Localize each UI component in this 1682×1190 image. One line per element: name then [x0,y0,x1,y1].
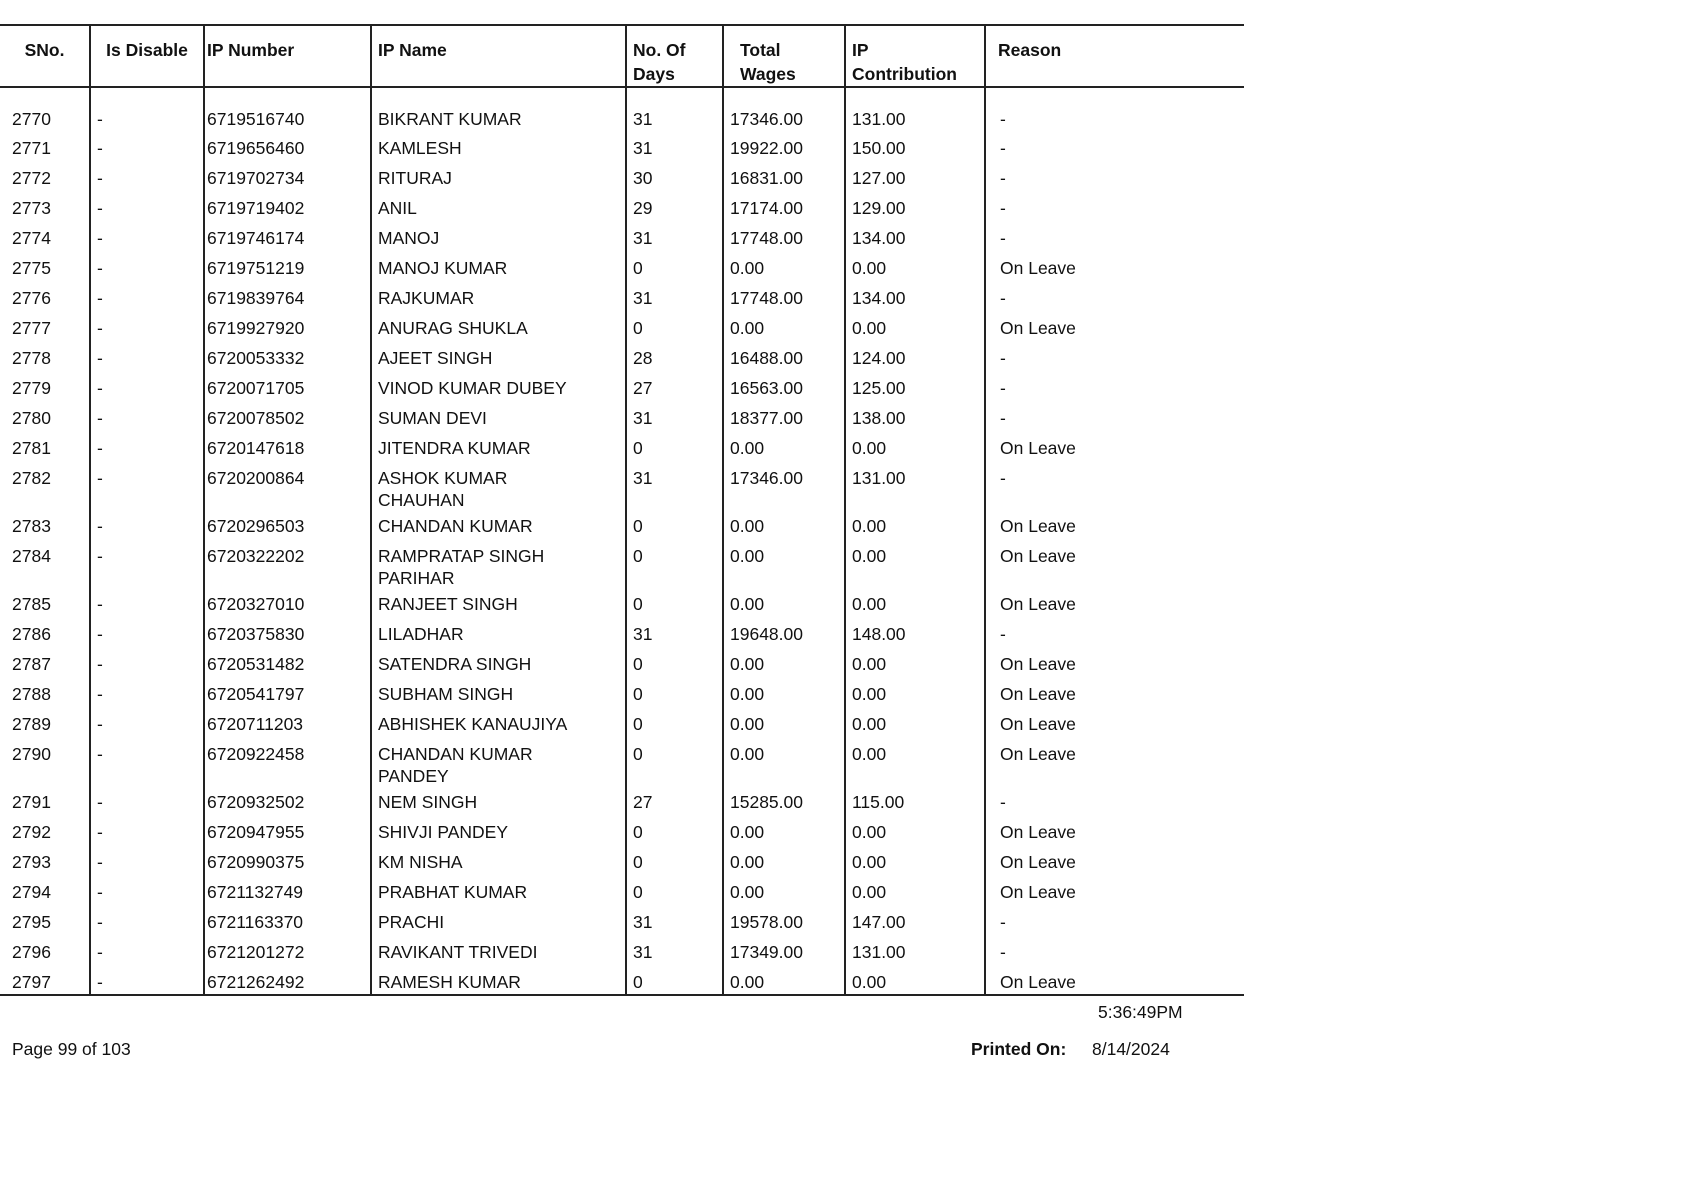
cell-total-wages: 19648.00 [723,619,845,649]
cell-no-of-days: 31 [626,283,723,313]
ip-name-line: CHANDAN KUMAR [378,744,533,764]
cell-reason: - [985,463,1244,511]
ip-name-line: KM NISHA [378,852,463,872]
cell-reason: On Leave [985,679,1244,709]
cell-is-disable: - [90,541,204,589]
col-header-total-wages: Total Wages [723,25,845,87]
cell-reason: On Leave [985,511,1244,541]
cell-ip-contribution: 0.00 [845,649,985,679]
cell-sno: 2778 [12,348,51,368]
col-header-ip-number: IP Number [204,25,371,87]
cell-reason: - [985,163,1244,193]
ip-name-line: AJEET SINGH [378,348,493,368]
cell-reason: On Leave [985,817,1244,847]
cell-ip-contribution: 0.00 [845,709,985,739]
cell-ip-name [371,223,626,253]
cell-total-wages: 17346.00 [723,87,845,133]
cell-reason: On Leave [985,877,1244,907]
table-row [0,433,1244,463]
cell-ip-number: 6720990375 [204,847,371,877]
cell-reason: - [985,403,1244,433]
cell-ip-contribution: 131.00 [845,463,985,511]
cell-sno: 2779 [12,378,51,398]
cell-ip-contribution: 0.00 [845,679,985,709]
cell-is-disable: - [90,463,204,511]
cell-no-of-days: 0 [626,313,723,343]
ip-name-line: CHANDAN KUMAR [378,516,533,536]
cell-ip-number: 6720711203 [204,709,371,739]
cell-total-wages: 0.00 [723,679,845,709]
cell-ip-contribution: 127.00 [845,163,985,193]
cell-sno: 2784 [12,546,51,566]
cell-no-of-days: 27 [626,787,723,817]
cell-is-disable: - [90,223,204,253]
cell-no-of-days: 0 [626,967,723,995]
cell-ip-number: 6720071705 [204,373,371,403]
cell-total-wages: 19922.00 [723,133,845,163]
cell-is-disable: - [90,937,204,967]
cell-ip-name [371,253,626,283]
cell-ip-number: 6720932502 [204,787,371,817]
ip-name-line: CHAUHAN [378,490,465,510]
cell-reason: - [985,937,1244,967]
cell-no-of-days: 31 [626,87,723,133]
cell-is-disable: - [90,511,204,541]
cell-is-disable: - [90,709,204,739]
table-row [0,619,1244,649]
cell-ip-contribution: 148.00 [845,619,985,649]
cell-ip-contribution: 0.00 [845,541,985,589]
cell-ip-number: 6719751219 [204,253,371,283]
cell-ip-name [371,877,626,907]
cell-ip-name [371,739,626,787]
cell-ip-number: 6720531482 [204,649,371,679]
cell-is-disable: - [90,253,204,283]
cell-total-wages: 17349.00 [723,937,845,967]
cell-no-of-days: 28 [626,343,723,373]
cell-ip-name [371,133,626,163]
cell-no-of-days: 30 [626,163,723,193]
ip-name-line: RAJKUMAR [378,288,475,308]
cell-total-wages: 0.00 [723,253,845,283]
ip-name-line: BIKRANT KUMAR [378,109,522,129]
cell-ip-name [371,817,626,847]
cell-reason: On Leave [985,589,1244,619]
cell-no-of-days: 31 [626,463,723,511]
col-header-is-disable: Is Disable [90,25,204,87]
cell-ip-name [371,787,626,817]
cell-sno: 2787 [12,654,51,674]
cell-no-of-days: 31 [626,223,723,253]
cell-ip-contribution: 134.00 [845,223,985,253]
cell-sno: 2790 [12,744,51,764]
cell-ip-name [371,283,626,313]
cell-ip-number: 6719927920 [204,313,371,343]
cell-no-of-days: 0 [626,649,723,679]
cell-total-wages: 16831.00 [723,163,845,193]
cell-total-wages: 0.00 [723,967,845,995]
cell-sno: 2777 [12,318,51,338]
cell-sno: 2795 [12,912,51,932]
ip-name-line: MANOJ [378,228,440,248]
cell-total-wages: 0.00 [723,847,845,877]
cell-reason: On Leave [985,649,1244,679]
cell-total-wages: 16563.00 [723,373,845,403]
cell-is-disable: - [90,649,204,679]
cell-sno: 2797 [0,967,90,995]
ip-name-line: RITURAJ [378,168,452,188]
cell-sno: 2771 [12,138,51,158]
cell-is-disable: - [90,787,204,817]
cell-ip-number: 6720375830 [204,619,371,649]
cell-ip-name [371,541,626,589]
cell-is-disable: - [90,193,204,223]
cell-is-disable: - [90,679,204,709]
cell-sno: 2788 [12,684,51,704]
cell-ip-number: 6720947955 [204,817,371,847]
cell-reason: - [985,133,1244,163]
cell-reason: On Leave [985,739,1244,787]
col-header-sno: SNo. [0,25,90,87]
ip-name-line: RAMESH KUMAR [378,972,521,992]
printed-on-label: Printed On: [971,1039,1067,1059]
cell-ip-name [371,679,626,709]
cell-ip-contribution: 0.00 [845,739,985,787]
ip-name-line: MANOJ KUMAR [378,258,508,278]
cell-no-of-days: 0 [626,433,723,463]
ip-name-line: SUBHAM SINGH [378,684,514,704]
cell-no-of-days: 27 [626,373,723,403]
cell-sno: 2776 [12,288,51,308]
contribution-table [0,24,1244,996]
table-row [0,373,1244,403]
ip-name-line: PRACHI [378,912,445,932]
cell-is-disable: - [90,373,204,403]
cell-reason: - [985,373,1244,403]
cell-ip-number: 6721163370 [204,907,371,937]
ip-name-line: PRABHAT KUMAR [378,882,528,902]
cell-total-wages: 18377.00 [723,403,845,433]
cell-reason: On Leave [985,709,1244,739]
cell-total-wages: 0.00 [723,709,845,739]
table-row [0,343,1244,373]
ip-name-line: PANDEY [378,766,449,786]
cell-sno: 2785 [12,594,51,614]
cell-sno: 2793 [12,852,51,872]
cell-total-wages: 0.00 [723,739,845,787]
cell-is-disable: - [90,817,204,847]
cell-reason: - [985,87,1244,133]
cell-ip-contribution: 0.00 [845,511,985,541]
cell-no-of-days: 0 [626,679,723,709]
cell-ip-number: 6719839764 [204,283,371,313]
cell-total-wages: 19578.00 [723,907,845,937]
cell-reason: - [985,907,1244,937]
ip-name-line: RANJEET SINGH [378,594,518,614]
cell-total-wages: 0.00 [723,649,845,679]
cell-ip-number: 6719516740 [204,87,371,133]
cell-no-of-days: 0 [626,541,723,589]
cell-sno: 2791 [12,792,51,812]
ip-name-line: ASHOK KUMAR [378,468,508,488]
table-row [0,817,1244,847]
table-row [0,847,1244,877]
cell-reason: On Leave [985,967,1244,995]
cell-ip-contribution: 0.00 [845,967,985,995]
cell-sno: 2772 [12,168,51,188]
ip-name-line: JITENDRA KUMAR [378,438,531,458]
cell-no-of-days: 0 [626,511,723,541]
cell-sno: 2770 [12,109,51,129]
cell-ip-number: 6720147618 [204,433,371,463]
cell-is-disable: - [90,313,204,343]
cell-total-wages: 0.00 [723,313,845,343]
cell-ip-name [371,511,626,541]
ip-name-line: ABHISHEK KANAUJIYA [378,714,568,734]
table-row [0,313,1244,343]
cell-ip-name [371,589,626,619]
cell-ip-contribution: 0.00 [845,253,985,283]
cell-is-disable: - [90,907,204,937]
cell-ip-name [371,967,626,995]
ip-name-line: LILADHAR [378,624,464,644]
cell-ip-number: 6720327010 [204,589,371,619]
col-header-ip-name: IP Name [371,25,626,87]
table-row [0,87,1244,133]
cell-ip-contribution: 147.00 [845,907,985,937]
cell-ip-contribution: 131.00 [845,937,985,967]
cell-ip-name [371,709,626,739]
cell-sno: 2794 [12,882,51,902]
col-header-reason: Reason [985,25,1244,87]
cell-reason: - [985,619,1244,649]
printed-time: 5:36:49PM [1098,1002,1183,1022]
cell-total-wages: 0.00 [723,541,845,589]
table-row [0,589,1244,619]
cell-ip-name [371,937,626,967]
table-row [0,223,1244,253]
cell-total-wages: 0.00 [723,433,845,463]
table-body [0,87,1244,995]
table-row [0,283,1244,313]
cell-no-of-days: 31 [626,937,723,967]
cell-no-of-days: 29 [626,193,723,223]
cell-total-wages: 15285.00 [723,787,845,817]
cell-ip-number: 6720322202 [204,541,371,589]
table-row [0,937,1244,967]
cell-ip-contribution: 124.00 [845,343,985,373]
cell-sno: 2773 [12,198,51,218]
cell-ip-contribution: 134.00 [845,283,985,313]
cell-ip-number: 6721262492 [204,967,371,995]
table-row [0,511,1244,541]
ip-name-line: SUMAN DEVI [378,408,487,428]
cell-ip-name [371,373,626,403]
cell-no-of-days: 31 [626,403,723,433]
cell-sno: 2775 [12,258,51,278]
cell-sno: 2782 [12,468,51,488]
cell-ip-contribution: 138.00 [845,403,985,433]
cell-sno: 2789 [12,714,51,734]
cell-no-of-days: 0 [626,877,723,907]
cell-no-of-days: 0 [626,589,723,619]
table-row [0,679,1244,709]
cell-is-disable: - [90,877,204,907]
cell-no-of-days: 31 [626,907,723,937]
cell-ip-contribution: 150.00 [845,133,985,163]
cell-ip-contribution: 0.00 [845,589,985,619]
table-row [0,877,1244,907]
cell-ip-number: 6719719402 [204,193,371,223]
cell-is-disable: - [90,967,204,995]
printed-on-date: 8/14/2024 [1092,1039,1170,1059]
cell-ip-name [371,403,626,433]
cell-total-wages: 0.00 [723,589,845,619]
cell-no-of-days: 0 [626,253,723,283]
cell-total-wages: 16488.00 [723,343,845,373]
cell-total-wages: 17748.00 [723,283,845,313]
cell-ip-number: 6720200864 [204,463,371,511]
ip-name-line: ANURAG SHUKLA [378,318,528,338]
cell-total-wages: 17174.00 [723,193,845,223]
cell-total-wages: 0.00 [723,877,845,907]
cell-reason: On Leave [985,433,1244,463]
table-row [0,739,1244,787]
table-row [0,709,1244,739]
cell-ip-name [371,193,626,223]
table-row [0,649,1244,679]
ip-name-line: RAMPRATAP SINGH [378,546,545,566]
cell-reason: On Leave [985,253,1244,283]
table-row [0,787,1244,817]
table-row [0,907,1244,937]
cell-ip-number: 6720541797 [204,679,371,709]
ip-name-line: RAVIKANT TRIVEDI [378,942,538,962]
cell-is-disable: - [90,619,204,649]
table-row [0,163,1244,193]
cell-no-of-days: 0 [626,847,723,877]
cell-sno: 2780 [12,408,51,428]
cell-ip-name [371,649,626,679]
cell-ip-name [371,163,626,193]
cell-reason: - [985,343,1244,373]
cell-is-disable: - [90,433,204,463]
cell-ip-number: 6721132749 [204,877,371,907]
cell-reason: On Leave [985,541,1244,589]
cell-ip-contribution: 0.00 [845,817,985,847]
col-header-ip-contribution: IP Contribution [845,25,985,87]
cell-reason: - [985,283,1244,313]
table-row [0,541,1244,589]
cell-ip-name [371,847,626,877]
cell-ip-number: 6720296503 [204,511,371,541]
page-number: Page 99 of 103 [12,1039,131,1059]
table-row [0,253,1244,283]
cell-is-disable: - [90,739,204,787]
cell-ip-number: 6720922458 [204,739,371,787]
cell-reason: - [985,223,1244,253]
table-row [0,967,1244,995]
cell-total-wages: 17748.00 [723,223,845,253]
cell-is-disable: - [90,283,204,313]
cell-ip-number: 6719702734 [204,163,371,193]
cell-sno: 2781 [12,438,51,458]
ip-name-line: PARIHAR [378,568,455,588]
table-row [0,133,1244,163]
cell-reason: - [985,787,1244,817]
cell-ip-name [371,619,626,649]
cell-sno: 2796 [12,942,51,962]
ip-name-line: NEM SINGH [378,792,478,812]
cell-reason: On Leave [985,313,1244,343]
cell-ip-contribution: 115.00 [845,787,985,817]
cell-ip-contribution: 0.00 [845,847,985,877]
cell-ip-number: 6719746174 [204,223,371,253]
table-row [0,193,1244,223]
ip-name-line: SATENDRA SINGH [378,654,532,674]
cell-reason: - [985,193,1244,223]
table-row [0,403,1244,433]
cell-is-disable: - [90,847,204,877]
cell-ip-contribution: 0.00 [845,313,985,343]
cell-is-disable: - [90,403,204,433]
cell-is-disable: - [90,87,204,133]
ip-name-line: ANIL [378,198,417,218]
cell-reason: On Leave [985,847,1244,877]
cell-ip-name [371,313,626,343]
col-header-no-of-days: No. Of Days [626,25,723,87]
table-row [0,463,1244,511]
cell-ip-contribution: 129.00 [845,193,985,223]
cell-ip-contribution: 0.00 [845,433,985,463]
cell-sno: 2774 [12,228,51,248]
cell-ip-contribution: 0.00 [845,877,985,907]
cell-ip-contribution: 131.00 [845,87,985,133]
cell-no-of-days: 0 [626,817,723,847]
cell-ip-number: 6719656460 [204,133,371,163]
cell-ip-number: 6720078502 [204,403,371,433]
cell-is-disable: - [90,343,204,373]
cell-total-wages: 17346.00 [723,463,845,511]
cell-is-disable: - [90,133,204,163]
cell-no-of-days: 31 [626,133,723,163]
cell-ip-name [371,87,626,133]
ip-name-line: KAMLESH [378,138,462,158]
cell-total-wages: 0.00 [723,511,845,541]
cell-sno: 2783 [12,516,51,536]
ip-name-line: VINOD KUMAR DUBEY [378,378,567,398]
cell-sno: 2792 [12,822,51,842]
cell-ip-contribution: 125.00 [845,373,985,403]
cell-ip-number: 6721201272 [204,937,371,967]
cell-total-wages: 0.00 [723,817,845,847]
ip-name-line: SHIVJI PANDEY [378,822,508,842]
cell-ip-name [371,343,626,373]
cell-ip-number: 6720053332 [204,343,371,373]
cell-no-of-days: 0 [626,709,723,739]
cell-ip-name [371,907,626,937]
table-header [0,25,1244,87]
cell-ip-name [371,463,626,511]
cell-sno: 2786 [12,624,51,644]
cell-no-of-days: 31 [626,619,723,649]
cell-ip-name [371,433,626,463]
cell-no-of-days: 0 [626,739,723,787]
cell-is-disable: - [90,589,204,619]
cell-is-disable: - [90,163,204,193]
